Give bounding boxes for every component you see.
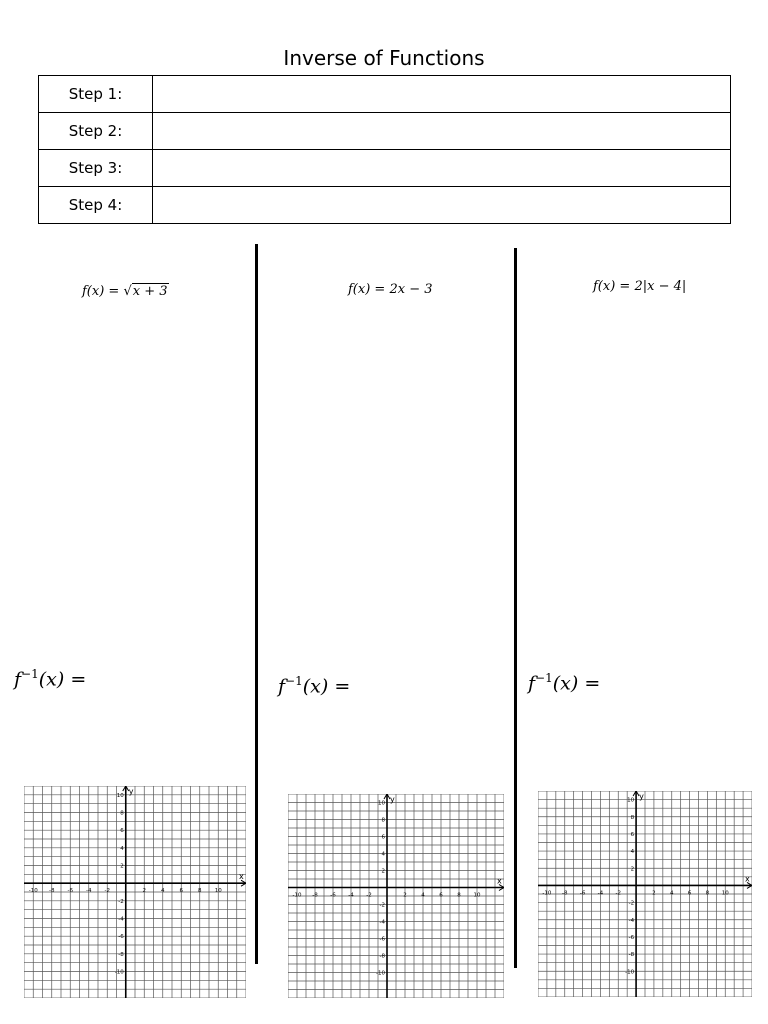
function-rhs: 2|x − 4| bbox=[634, 279, 687, 294]
y-tick-label: -4 bbox=[118, 916, 124, 923]
worksheet-title: Inverse of Functions bbox=[283, 46, 485, 70]
y-tick-label: 8 bbox=[381, 817, 385, 824]
x-tick-label: 2 bbox=[652, 890, 656, 897]
y-tick-label: -4 bbox=[628, 917, 635, 924]
x-tick-label: 10 bbox=[721, 890, 729, 897]
y-tick-label: 10 bbox=[627, 797, 635, 804]
function-lhs: f(x) = bbox=[593, 279, 635, 294]
y-tick-label: 6 bbox=[120, 828, 124, 835]
function-definition-2 bbox=[348, 282, 432, 297]
function-lhs: f(x) = bbox=[82, 284, 124, 299]
x-tick-label: 6 bbox=[179, 888, 183, 895]
step-label: Step 4: bbox=[39, 187, 153, 224]
x-tick-label: 10 bbox=[473, 892, 481, 899]
y-tick-label: -2 bbox=[628, 900, 635, 907]
function-definition-3 bbox=[593, 279, 686, 294]
y-tick-label: 4 bbox=[630, 849, 635, 856]
y-tick-label: -6 bbox=[379, 936, 385, 943]
x-axis-label: x bbox=[745, 874, 750, 884]
x-tick-label: 6 bbox=[687, 890, 692, 897]
function-lhs: f(x) = bbox=[348, 282, 390, 297]
x-tick-label: -2 bbox=[366, 892, 372, 899]
steps-table bbox=[38, 75, 731, 224]
y-tick-label: -2 bbox=[118, 898, 124, 905]
y-tick-label: 2 bbox=[630, 866, 635, 873]
y-tick-label: 2 bbox=[381, 868, 385, 875]
y-tick-label: 8 bbox=[630, 814, 635, 821]
step-label: Step 2: bbox=[39, 113, 153, 150]
step-answer-field[interactable] bbox=[153, 187, 731, 224]
column-divider bbox=[514, 248, 517, 968]
inverse-exponent: −1 bbox=[21, 667, 39, 681]
inverse-answer-1[interactable] bbox=[14, 667, 86, 690]
inverse-rest: (x) = bbox=[552, 672, 601, 695]
step-label: Step 3: bbox=[39, 150, 153, 187]
x-tick-label: 4 bbox=[670, 890, 674, 897]
x-tick-label: 10 bbox=[214, 888, 222, 895]
y-tick-label: -10 bbox=[376, 970, 385, 977]
x-tick-label: -6 bbox=[579, 890, 586, 897]
x-axis-label: x bbox=[239, 872, 244, 882]
step-row bbox=[39, 150, 731, 187]
x-tick-label: 8 bbox=[198, 888, 202, 895]
y-tick-label: -8 bbox=[628, 952, 635, 959]
x-tick-label: -10 bbox=[292, 892, 302, 899]
y-tick-label: 10 bbox=[378, 800, 385, 807]
step-row bbox=[39, 76, 731, 113]
y-tick-label: -8 bbox=[379, 953, 385, 960]
y-tick-label: 10 bbox=[116, 792, 124, 799]
y-tick-label: -4 bbox=[379, 919, 385, 926]
y-tick-label: -8 bbox=[118, 951, 124, 958]
column-divider bbox=[255, 244, 258, 964]
function-rhs: x + 3 bbox=[132, 284, 168, 299]
inverse-f: f bbox=[278, 675, 286, 698]
y-tick-label: -6 bbox=[628, 934, 635, 941]
y-axis-label: y bbox=[639, 792, 644, 801]
x-tick-label: -4 bbox=[348, 892, 354, 899]
y-axis-label: y bbox=[128, 787, 134, 796]
coordinate-grid-1[interactable] bbox=[24, 786, 246, 998]
step-row bbox=[39, 113, 731, 150]
inverse-exponent: −1 bbox=[285, 674, 303, 688]
x-tick-label: -4 bbox=[86, 888, 92, 895]
x-tick-label: 4 bbox=[421, 892, 425, 899]
function-rhs: 2x − 3 bbox=[389, 282, 433, 297]
y-tick-label: 4 bbox=[120, 845, 124, 852]
x-tick-label: -8 bbox=[49, 888, 55, 895]
sqrt-symbol: √ bbox=[123, 284, 132, 299]
x-tick-label: -8 bbox=[312, 892, 318, 899]
y-axis-label: y bbox=[390, 795, 395, 804]
y-tick-label: 8 bbox=[120, 810, 124, 817]
coordinate-grid-2[interactable] bbox=[288, 794, 504, 998]
x-tick-label: 8 bbox=[705, 890, 710, 897]
y-tick-label: 4 bbox=[381, 851, 385, 858]
x-axis-label: x bbox=[497, 876, 502, 886]
x-tick-label: 8 bbox=[457, 892, 461, 899]
x-tick-label: -6 bbox=[330, 892, 336, 899]
y-tick-label: -10 bbox=[625, 969, 635, 976]
x-tick-label: -10 bbox=[28, 888, 38, 895]
step-row bbox=[39, 187, 731, 224]
inverse-f: f bbox=[528, 672, 536, 695]
x-tick-label: -10 bbox=[542, 890, 552, 897]
step-answer-field[interactable] bbox=[153, 113, 731, 150]
inverse-exponent: −1 bbox=[535, 671, 553, 685]
x-tick-label: -2 bbox=[104, 888, 110, 895]
x-tick-label: -4 bbox=[597, 890, 604, 897]
function-definition-1 bbox=[82, 284, 169, 299]
inverse-answer-3[interactable] bbox=[528, 671, 600, 694]
y-tick-label: 2 bbox=[120, 863, 124, 870]
y-tick-label: 6 bbox=[630, 831, 635, 838]
y-tick-label: 6 bbox=[381, 834, 385, 841]
x-tick-label: 2 bbox=[403, 892, 407, 899]
step-label: Step 1: bbox=[39, 76, 153, 113]
x-tick-label: 4 bbox=[161, 888, 165, 895]
inverse-rest: (x) = bbox=[38, 668, 87, 691]
x-tick-label: -6 bbox=[67, 888, 73, 895]
y-tick-label: -10 bbox=[114, 969, 124, 976]
x-tick-label: -8 bbox=[562, 890, 568, 897]
inverse-f: f bbox=[14, 668, 22, 691]
y-tick-label: -2 bbox=[379, 902, 385, 909]
step-answer-field[interactable] bbox=[153, 150, 731, 187]
y-tick-label: -6 bbox=[118, 934, 124, 941]
x-tick-label: -2 bbox=[615, 890, 621, 897]
inverse-answer-2[interactable] bbox=[278, 674, 350, 697]
x-tick-label: 2 bbox=[142, 888, 146, 895]
coordinate-grid-3[interactable] bbox=[538, 791, 752, 997]
step-answer-field[interactable] bbox=[153, 76, 731, 113]
inverse-rest: (x) = bbox=[302, 675, 351, 698]
x-tick-label: 6 bbox=[439, 892, 443, 899]
